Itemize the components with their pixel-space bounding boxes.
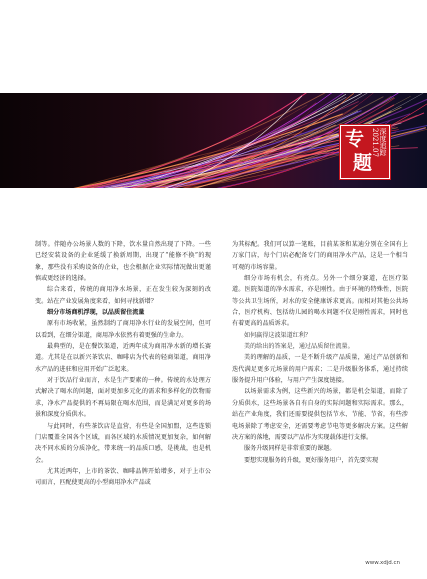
badge-side-text: 深度追踪 2021.07 [371,128,387,157]
paragraph: 以场景需求为例，这些新兴的场景，都是机会渠道，而除了分质供水，这些场景各自有自身的实际问题和实际需求。那么，站在产业角度，我们还需要提供包括节水、节能、节省，有些涉电场景除了考虑安全，还需要考虑节电等更多解决方案。这些解决方案的落地，需要以产品作为实现载体进行支撑。 [232,388,408,441]
paragraph: 综合来看，传统的商用净水场景，正在发生较为深刻的改变。站在产业发展角度来看，如何寻找新增？ [35,286,211,305]
section-heading: 细分市场商机浮现，以品质留住流量 [47,309,145,317]
paragraph: 美的给出的答案是，通过品质留住流量。 [244,343,354,351]
badge-char-2: 题 [353,152,373,174]
paragraph: 如何赢得这波渠道红利？ [244,331,312,339]
paragraph: 细分市场有机会，有亮点。另外一个细分赛道，在医疗渠道。医院渠道的净水需求，亦是刚性。由于环境的特殊性，医院等公共卫生场所，对水的安全健康诉求更高。而相对其他公共场合，医疗机构、包括幼儿园的喝水问题不仅是刚性需求，同时也有着更高的品质诉求。 [232,275,408,328]
article-column-right [232,239,408,466]
paragraph: 为其标配。我们可以算一笔账，目前某茶和某迪分别在全国有上万家门店，每个门店必配备专门的商用净水产品，这是一个相当可观的市场容量。 [232,241,408,271]
paragraph: 美的理解的品质，一是不断升级产品质量，通过产品创新和迭代满足更多元场景的用户需求；二是升级服务体系，通过持续服务提升用户体验，与用户产生深度链接。 [232,354,408,385]
website-url: www.xdjd.cn [365,560,400,566]
badge-char-1: 专 [345,128,365,150]
paragraph: 最典型的，是在餐饮渠道，近两年成为商用净水新的增长赛道。尤其是在以新兴茶饮店、咖啡店为代表的轻商渠道，商用净水产品的进驻和应用开始广泛起来。 [35,343,211,373]
paragraph: 服务升级同样是非常重要的课题。 [244,445,336,453]
paragraph: 制等。伴随办公场景人数的下降，饮水量自然出现了下降。一些已经安装设备的企业延缓了换新周期，出现了“能修不换”的现象，那些没有采购设备的企业，也会根据企业实际情况做出更谨慎或更经济的选择。 [35,241,211,283]
topic-badge [340,125,390,179]
paragraph: 与此同时，有些茶饮店是直营，有些是全国加盟，这些连锁门店覆盖全国各个区域，而各区域的水质情况更加复杂，如何解决不同水质的分质净化，带来统一的品质口感，是挑战，也是机会。 [35,422,211,464]
paragraph: 对于饮品行业而言，水是生产要素的一种。传统的水处理方式解决了喝水的问题，面对更加多元化的需求和多样化的饮物需求，净水产品提供的不再局限在喝水范围，而是满足对更多的场景和深度分质供水。 [35,377,211,419]
paragraph: 原有市场收紧，虽然制约了商用净水行业的发展空间，但可以看到，在细分渠道，商用净水依然有着更强的生命力。 [35,320,211,339]
light-streak [123,109,312,188]
paragraph: 要想实现服务的升级，更好服务用户，首先要实现 [244,456,379,464]
article-column-left [35,239,211,489]
paragraph: 尤其近两年，上市的茶饮、咖啡品牌开始增多，对于上市公司而言，匹配使更高的小型商用净水产品或 [35,467,211,487]
light-streak [77,105,307,188]
